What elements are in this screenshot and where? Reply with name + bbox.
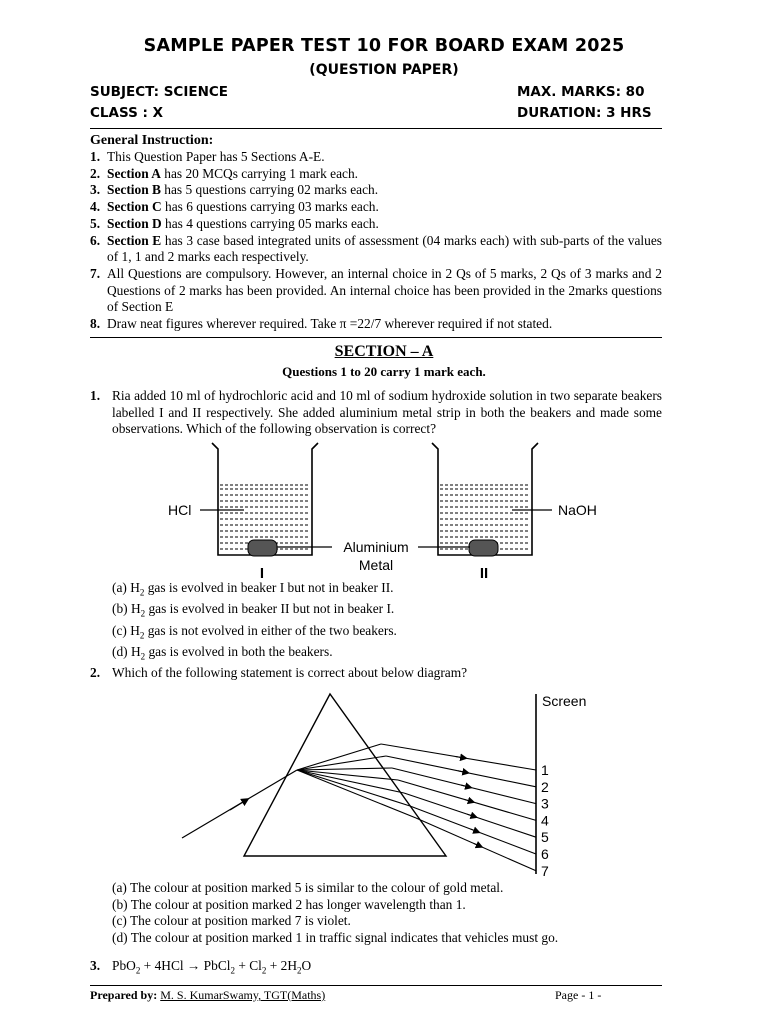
beaker-label-i: I [259, 565, 265, 582]
screen-position-6: 6 [541, 846, 549, 862]
instruction-item: 5. Section D has 4 questions carrying 05 marks each. [90, 215, 379, 231]
option-item: (b) $H_2$ gas is evolved in beaker II but not in beaker I. [112, 601, 395, 620]
prepared-by-label: Prepared by: [90, 988, 158, 1002]
naoh-label: NaOH [558, 502, 597, 518]
screen-position-4: 4 [541, 812, 549, 829]
screen-position-3: 3 [541, 795, 549, 812]
instruction-item: 6. Section E has 3 case based integrated units of assessment (04 marks each) with sub-parts of the values of 1, 1 and 2 marks each respectively. [90, 232, 662, 265]
section-title: SECTION – A [334, 343, 434, 360]
refracted-ray-1 [297, 744, 381, 770]
subject-label: SUBJECT: SCIENCE [90, 84, 228, 100]
chemical-equation: PbO$_2$ + 4HCl → PbCl$_2$ + $Cl_2 + 2H_2O$ [112, 958, 312, 976]
question-number: 3. [90, 958, 101, 973]
metal-label-1: Aluminium [343, 539, 409, 555]
instruction-item: 8. Draw neat figures wherever required. Take π =22/7 wherever required if not stated. [90, 316, 553, 332]
beaker-right [432, 443, 538, 556]
instruction-item: 7. All Questions are compulsory. However, an internal choice in 2 Qs of 5 marks, 2 Qs of 3 marks and 2 Questions of 2 marks has been provided. An internal choice has been provided in the 2marks questions of Section E [90, 265, 662, 315]
prism-rays [297, 744, 536, 871]
aluminium-strip-left [248, 540, 277, 556]
ray-arrow-6 [470, 829, 479, 832]
option-item: (a) The colour at position marked 5 is similar to the colour of gold metal. [112, 880, 504, 895]
class-label: CLASS : X [90, 105, 164, 121]
option-item: (d) The colour at position marked 1 in traffic signal indicates that vehicles must go. [112, 930, 559, 946]
question-text: Which of the following statement is correct about below diagram? [112, 665, 468, 680]
ray-arrow-7 [474, 843, 482, 847]
instruction-item: 4. Section C has 6 questions carrying 03 marks each. [90, 199, 379, 215]
beaker-left [212, 443, 318, 556]
ray-arrow-1 [455, 756, 466, 758]
ray-arrow-2 [458, 771, 469, 773]
max-marks-label: MAX. MARKS: 80 [517, 84, 645, 100]
option-item: (d) $H_2$ gas is evolved in both the beakers. [112, 644, 333, 662]
metal-label-2: Metal [358, 557, 394, 573]
section-subtitle: Questions 1 to 20 carry 1 mark each. [282, 364, 486, 379]
duration-label: DURATION: 3 HRS [517, 105, 652, 121]
aluminium-strip-right [469, 540, 498, 556]
option-item: (b) The colour at position marked 2 has longer wavelength than 1. [112, 896, 466, 912]
screen-position-7: 7 [541, 862, 549, 879]
instruction-item: 1. This Question Paper has 5 Sections A-E. [90, 149, 325, 164]
option-item: (c) $H_2$ gas is not evolved in either of the two beakers. [112, 622, 397, 641]
footer-credit [90, 988, 325, 1003]
screen-position-2: 2 [541, 778, 549, 795]
author-name: M. S. KumarSwamy, TGT(Maths) [160, 988, 326, 1002]
ray-arrow-5 [467, 814, 476, 817]
hcl-label: HCl [168, 502, 192, 518]
prism-figure [170, 690, 610, 882]
footer-divider [90, 985, 662, 986]
q1-options [112, 580, 397, 666]
header-divider [90, 128, 662, 129]
paper-subtitle: (QUESTION PAPER) [309, 62, 459, 78]
instructions-list [90, 149, 662, 333]
page-number: Page - 1 - [555, 988, 602, 1002]
option-item: (a) $H_2$ gas is evolved in beaker I but not in beaker II. [112, 580, 394, 598]
refracted-ray-7 [297, 770, 416, 818]
instructions-heading: General Instruction: [90, 133, 214, 148]
instructions-divider [90, 337, 662, 338]
question-number: 2. [90, 665, 101, 680]
position-labels [541, 762, 549, 879]
ray-arrow-3 [461, 785, 471, 787]
ray-arrow-4 [464, 799, 474, 802]
beaker-label-ii: II [479, 565, 489, 582]
instruction-item: 2. Section A has 20 MCQs carrying 1 mark each. [90, 165, 359, 181]
screen-label: Screen [542, 693, 587, 709]
screen-position-5: 5 [541, 829, 549, 846]
screen-position-1: 1 [541, 762, 549, 778]
paper-title: SAMPLE PAPER TEST 10 FOR BOARD EXAM 2025 [143, 36, 625, 56]
question-number: 1. [90, 388, 101, 403]
question-text: Ria added 10 ml of hydrochloric acid and 10 ml of sodium hydroxide solution in two separate beakers labelled I and II respectively. She added aluminium metal strip in both the beakers and made some observations. Which of the following observation is correct? [112, 388, 662, 437]
q2-options [112, 880, 558, 947]
refracted-ray-5 [297, 770, 404, 793]
option-item: (c) The colour at position marked 7 is violet. [112, 913, 351, 929]
beakers-figure [160, 437, 610, 587]
instruction-item: 3. Section B has 5 questions carrying 02 marks each. [90, 182, 379, 198]
